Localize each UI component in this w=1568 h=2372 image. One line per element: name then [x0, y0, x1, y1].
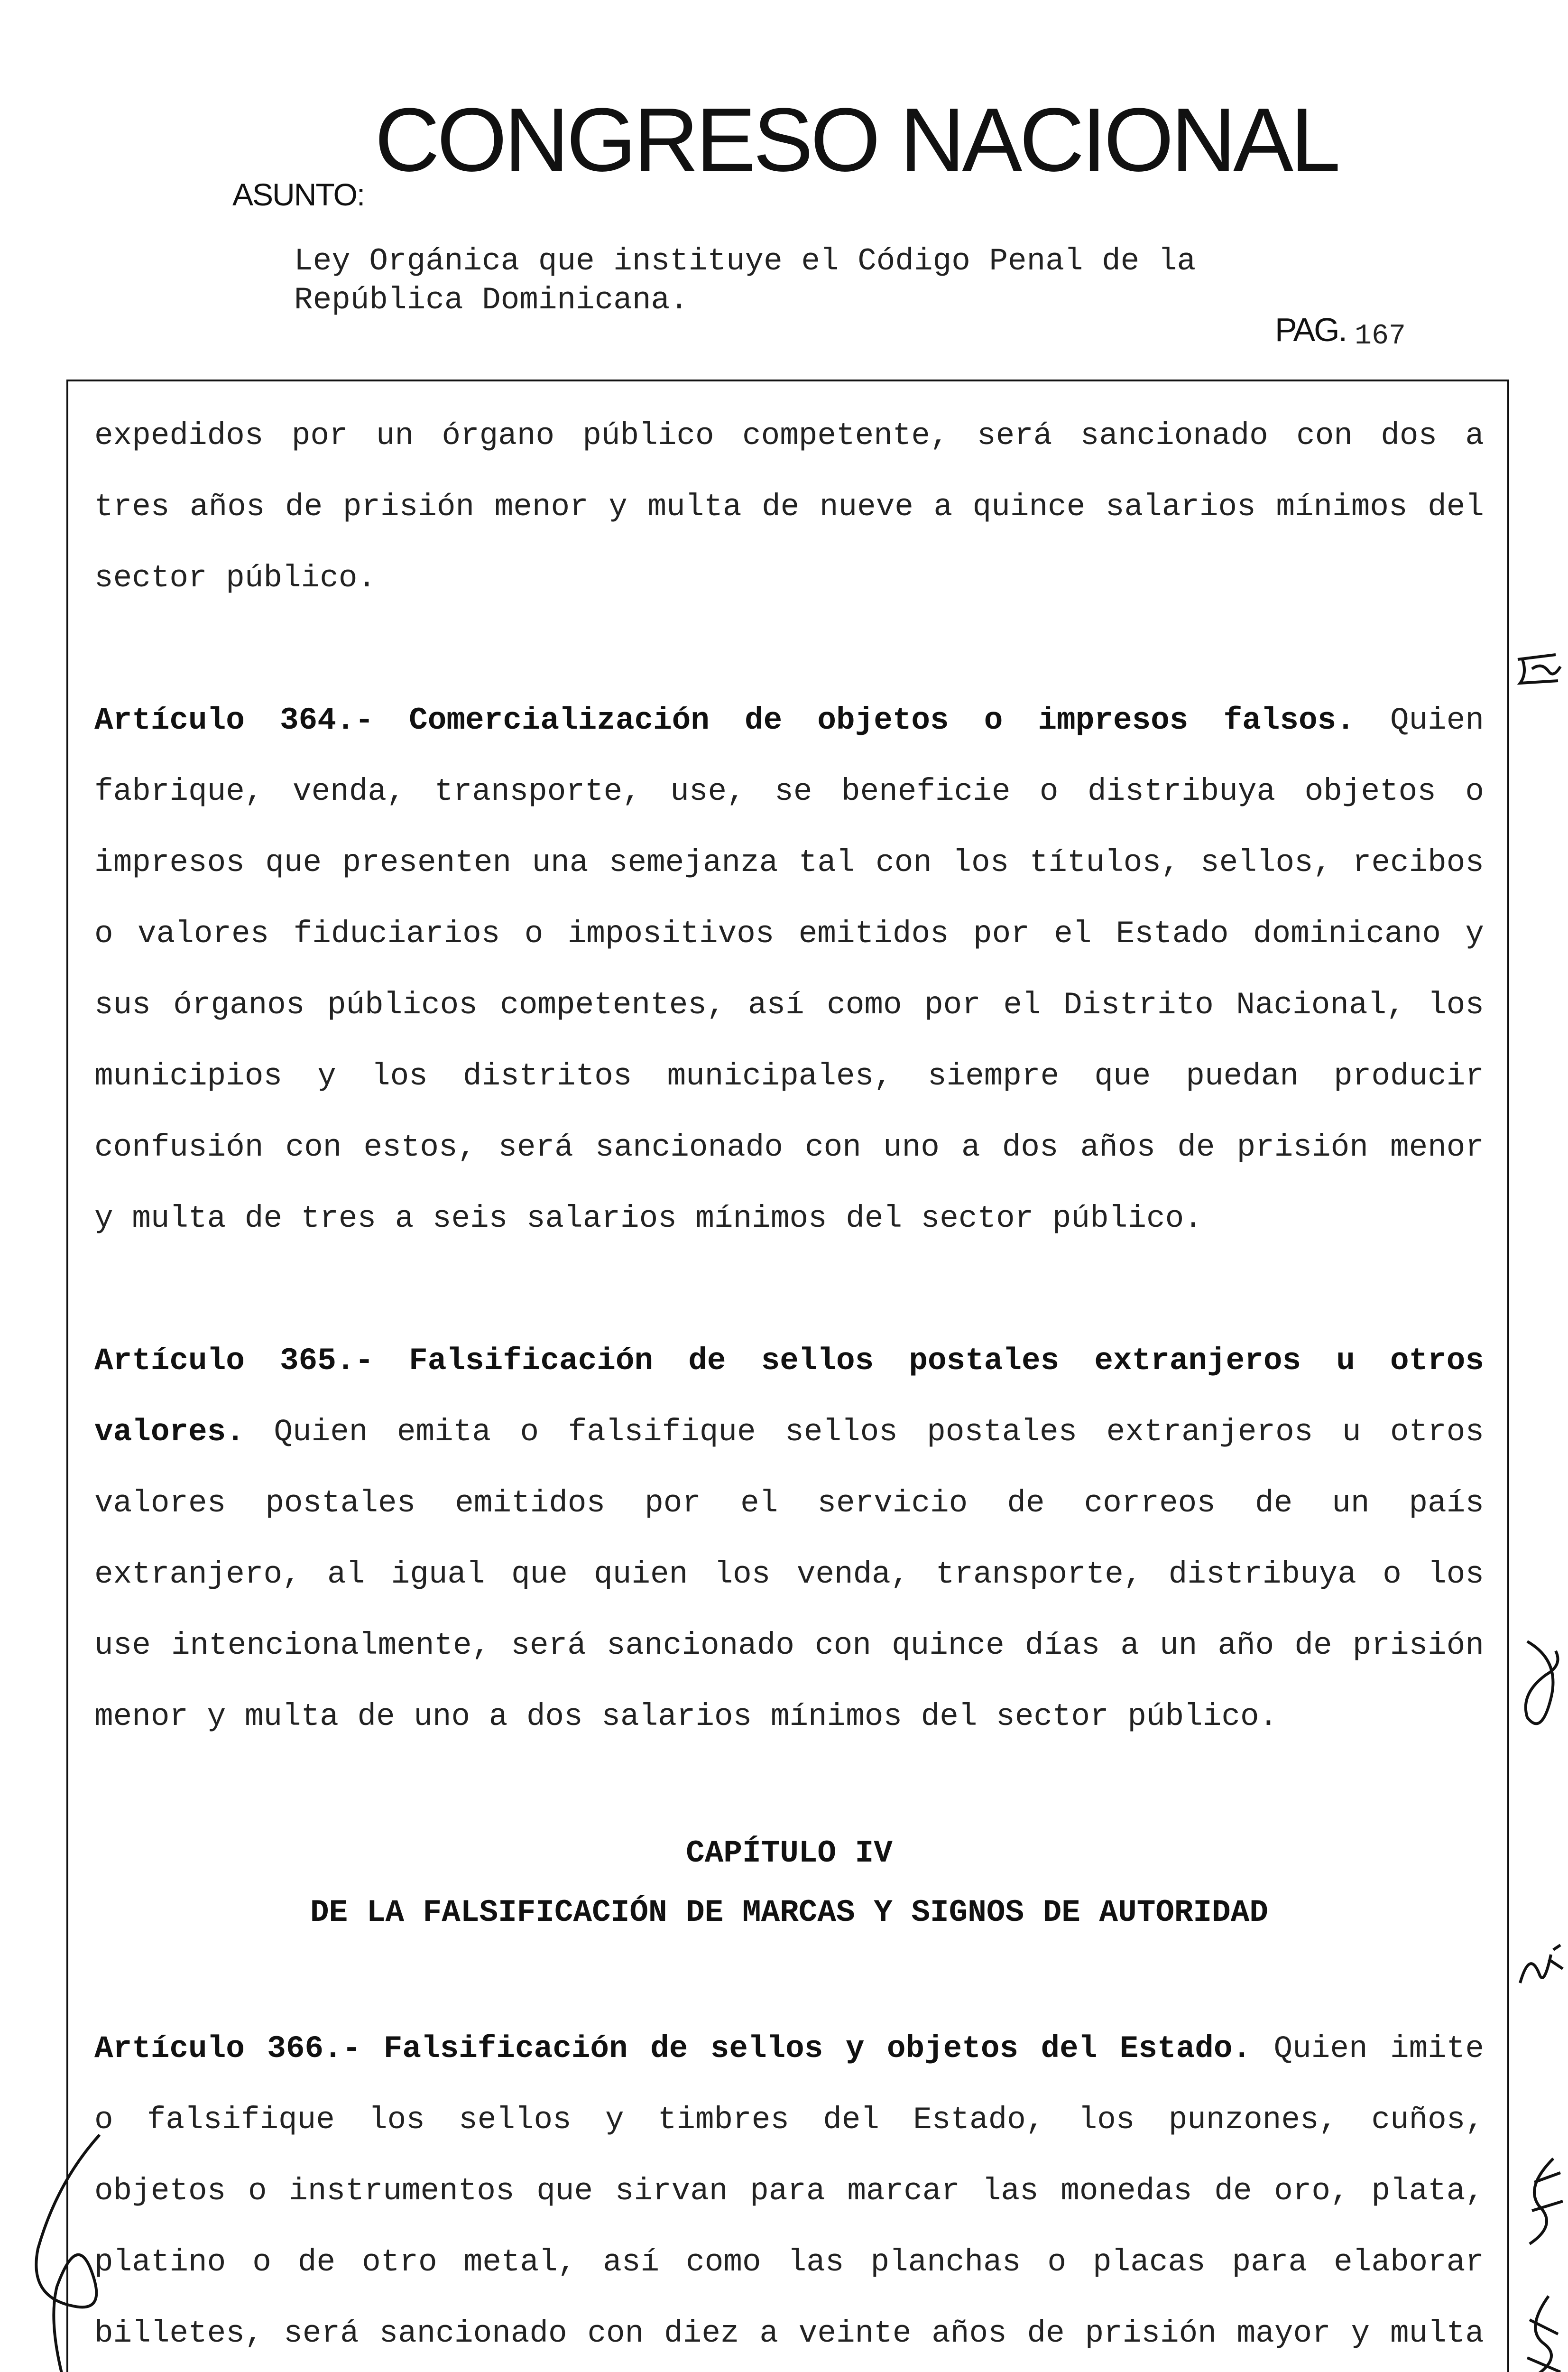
handwritten-initials-mark — [1513, 645, 1565, 697]
handwritten-signature-mark — [1518, 1632, 1565, 1755]
chapter-title: DE LA FALSIFICACIÓN DE MARCAS Y SIGNOS DE AUTORIDAD — [310, 1895, 1268, 1930]
chapter-heading — [94, 1824, 1484, 1942]
article-364-text: Quien fabrique, venda, transporte, use, se beneficie o distribuya objetos o impresos que presenten una semejanza tal con los títulos, sellos, recibos o valores fiduciarios o impositivos emitidos por el Estado dominicano y sus órganos públicos competentes, así como por el Distrito Nacional, los municipios y los distritos municipales, siempre que puedan producir confusión con estos, será sancionado con uno a dos años de prisión menor y multa de tres a seis salarios mínimos del sector público. — [94, 703, 1484, 1236]
article-364 — [94, 685, 1484, 1254]
article-365-label: Artículo 365.- Falsificación de sellos postales extranjeros u otros valores. — [94, 1343, 1484, 1450]
page-label: PAG. — [1275, 311, 1347, 348]
handwritten-initials-mark — [1515, 1940, 1565, 1997]
article-366-label: Artículo 366.- Falsificación de sellos y objetos del Estado. — [94, 2031, 1252, 2066]
handwritten-scribble-mark — [1520, 2291, 1565, 2372]
chapter-number: CAPÍTULO IV — [686, 1835, 893, 1871]
subject-text: Ley Orgánica que instituye el Código Penal de la República Dominicana. — [294, 243, 1196, 318]
document-body — [94, 400, 1484, 2372]
intro-paragraph: expedidos por un órgano público competente, será sancionado con dos a tres años de prisión menor y multa de nueve a quince salarios mínimos del sector público. — [94, 418, 1484, 596]
header-title: CONGRESO NACIONAL — [375, 90, 1338, 190]
asunto-label: ASUNTO: — [232, 177, 365, 212]
page-number: 167 — [1355, 320, 1406, 352]
article-366 — [94, 2013, 1484, 2372]
article-365-text: Quien emita o falsifique sellos postales extranjeros u otros valores postales emitidos por el servicio de correos de un país extranjero, al igual que quien los venda, transporte, distribuya o los use intencionalmente, será sancionado con quince días a un año de prisión menor y multa de uno a dos salarios mínimos del sector público. — [94, 1414, 1484, 1734]
handwritten-signature-mark — [1520, 2154, 1565, 2249]
handwritten-signature-mark — [28, 2125, 142, 2372]
content-frame — [66, 380, 1509, 2372]
article-364-label: Artículo 364.- Comercialización de objetos o impresos falsos. — [94, 703, 1355, 738]
article-365 — [94, 1325, 1484, 1752]
article-366-text: Quien imite o falsifique los sellos y timbres del Estado, los punzones, cuños, objetos o instrumentos que sirvan para marcar las monedas de oro, plata, platino o de otro metal, así como las planchas o placas para elaborar billetes, será sancionado con diez a veinte años de prisión mayor y multa — [94, 2031, 1485, 2351]
